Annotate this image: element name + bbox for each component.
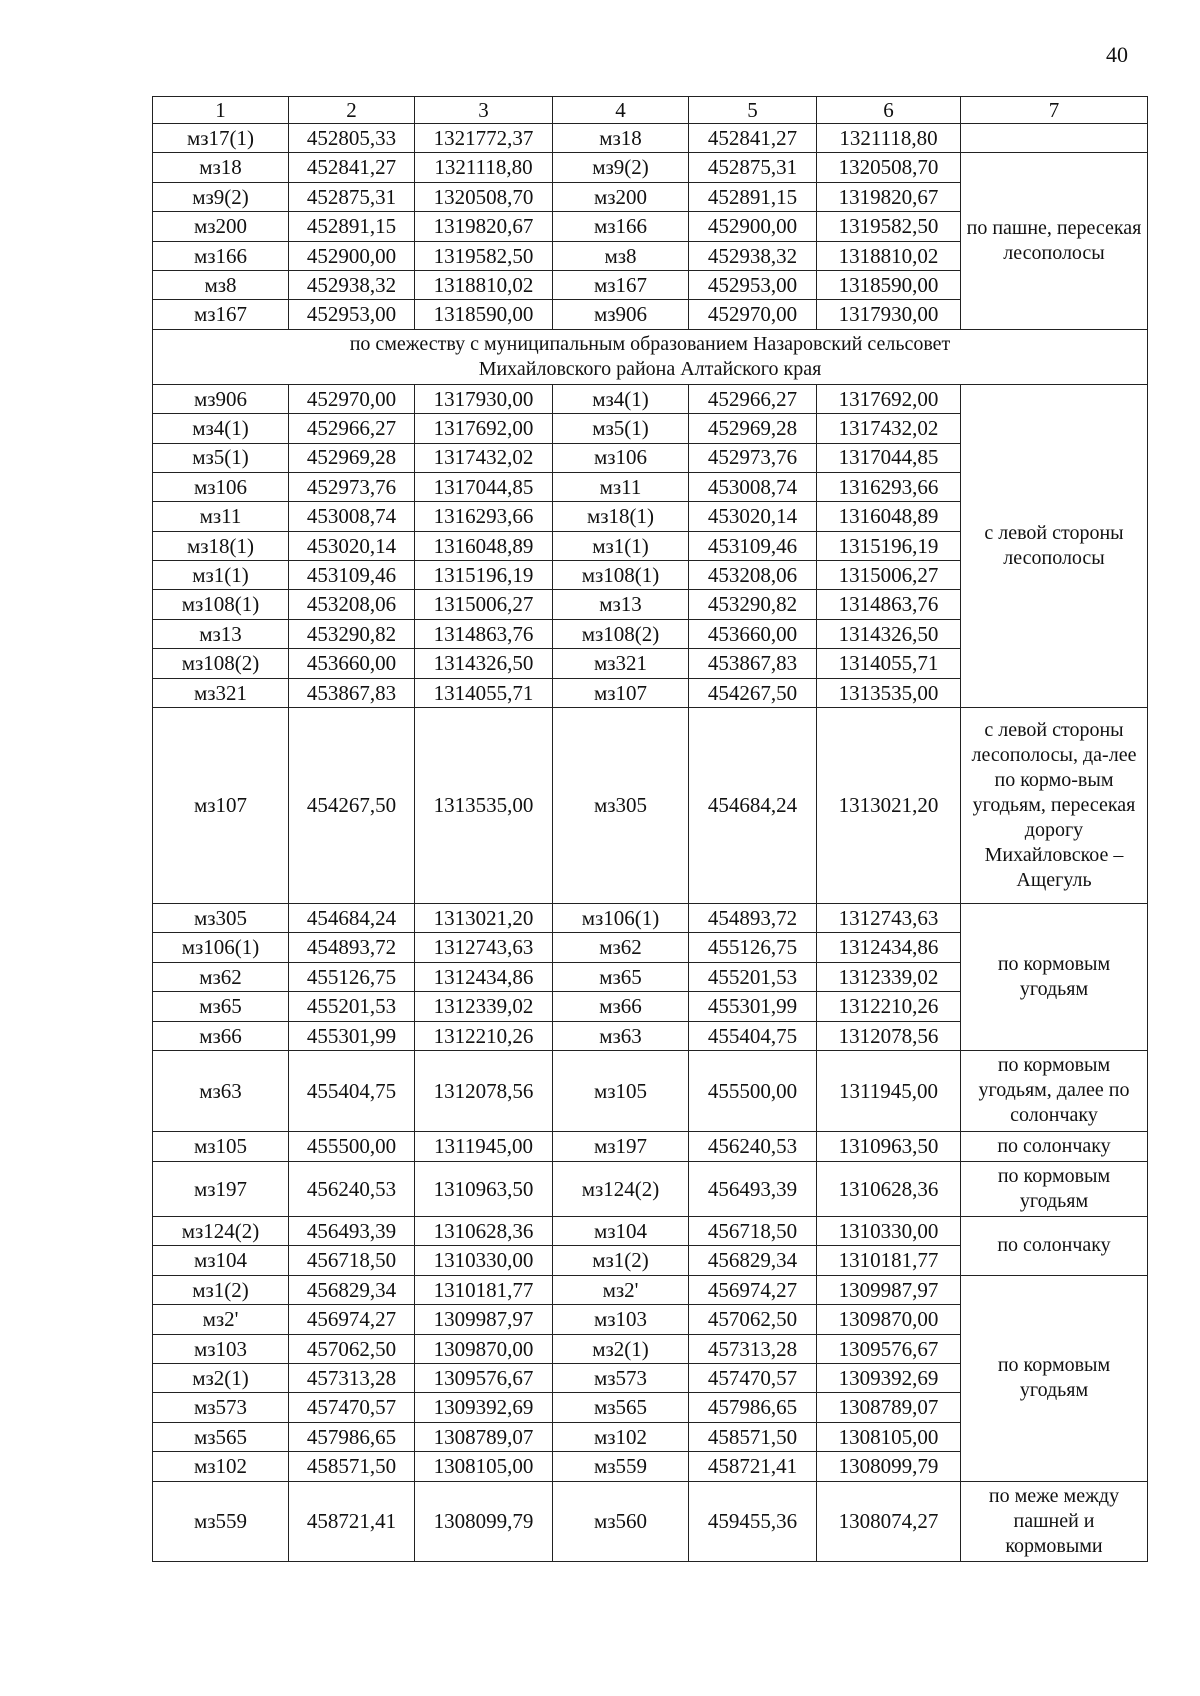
x-from-cell: 455301,99: [289, 1021, 415, 1050]
point-to-cell: мз167: [553, 270, 689, 299]
y-to-cell: 1308074,27: [817, 1481, 961, 1561]
x-to-cell: 454893,72: [689, 904, 817, 933]
y-from-cell: 1310330,00: [415, 1246, 553, 1275]
table-row: [153, 1216, 1148, 1245]
y-from-cell: 1315196,19: [415, 561, 553, 590]
y-to-cell: 1312339,02: [817, 962, 961, 991]
x-to-cell: 457986,65: [689, 1393, 817, 1422]
point-from-cell: мз5(1): [153, 443, 289, 472]
description-cell: с левой стороны лесополосы: [961, 384, 1148, 707]
boundary-coordinates-table: [152, 96, 1148, 1562]
point-from-cell: мз106: [153, 472, 289, 501]
x-to-cell: 452969,28: [689, 414, 817, 443]
point-to-cell: мз197: [553, 1131, 689, 1161]
y-to-cell: 1313535,00: [817, 678, 961, 707]
x-to-cell: 454684,24: [689, 708, 817, 904]
y-from-cell: 1310628,36: [415, 1216, 553, 1245]
point-to-cell: мз200: [553, 182, 689, 211]
y-to-cell: 1308105,00: [817, 1422, 961, 1451]
point-from-cell: мз906: [153, 384, 289, 413]
y-to-cell: 1312743,63: [817, 904, 961, 933]
point-from-cell: мз166: [153, 241, 289, 270]
point-to-cell: мз124(2): [553, 1161, 689, 1216]
x-from-cell: 458721,41: [289, 1481, 415, 1561]
table-row: [153, 1275, 1148, 1304]
x-from-cell: 455201,53: [289, 992, 415, 1021]
x-from-cell: 456718,50: [289, 1246, 415, 1275]
y-to-cell: 1315006,27: [817, 561, 961, 590]
x-to-cell: 452953,00: [689, 270, 817, 299]
x-from-cell: 452953,00: [289, 300, 415, 329]
description-cell: по кормовым угодьям, далее по солончаку: [961, 1050, 1148, 1131]
x-to-cell: 453290,82: [689, 590, 817, 619]
x-to-cell: 457062,50: [689, 1305, 817, 1334]
point-from-cell: мз167: [153, 300, 289, 329]
point-from-cell: мз197: [153, 1161, 289, 1216]
x-from-cell: 455500,00: [289, 1131, 415, 1161]
point-to-cell: мз305: [553, 708, 689, 904]
point-from-cell: мз321: [153, 678, 289, 707]
y-from-cell: 1312743,63: [415, 933, 553, 962]
y-to-cell: 1310181,77: [817, 1246, 961, 1275]
y-to-cell: 1315196,19: [817, 531, 961, 560]
y-to-cell: 1320508,70: [817, 153, 961, 182]
x-to-cell: 453208,06: [689, 561, 817, 590]
point-from-cell: мз124(2): [153, 1216, 289, 1245]
x-from-cell: 457470,57: [289, 1393, 415, 1422]
y-from-cell: 1317692,00: [415, 414, 553, 443]
description-cell: по кормовым угодьям: [961, 1161, 1148, 1216]
table-row: [153, 708, 1148, 904]
point-from-cell: мз65: [153, 992, 289, 1021]
y-from-cell: 1310963,50: [415, 1161, 553, 1216]
x-to-cell: 455301,99: [689, 992, 817, 1021]
x-from-cell: 452891,15: [289, 212, 415, 241]
x-from-cell: 457062,50: [289, 1334, 415, 1363]
point-to-cell: мз102: [553, 1422, 689, 1451]
y-from-cell: 1318590,00: [415, 300, 553, 329]
point-to-cell: мз18(1): [553, 502, 689, 531]
y-from-cell: 1308099,79: [415, 1481, 553, 1561]
point-to-cell: мз66: [553, 992, 689, 1021]
table-header-row: [153, 97, 1148, 124]
point-from-cell: мз1(2): [153, 1275, 289, 1304]
x-to-cell: 452970,00: [689, 300, 817, 329]
point-from-cell: мз66: [153, 1021, 289, 1050]
point-from-cell: мз573: [153, 1393, 289, 1422]
x-to-cell: 453020,14: [689, 502, 817, 531]
x-to-cell: 452900,00: [689, 212, 817, 241]
x-from-cell: 453109,46: [289, 561, 415, 590]
x-to-cell: 456829,34: [689, 1246, 817, 1275]
x-from-cell: 452938,32: [289, 270, 415, 299]
y-to-cell: 1316293,66: [817, 472, 961, 501]
point-from-cell: мз565: [153, 1422, 289, 1451]
table-row: [153, 1481, 1148, 1561]
y-to-cell: 1318810,02: [817, 241, 961, 270]
y-to-cell: 1316048,89: [817, 502, 961, 531]
y-to-cell: 1309870,00: [817, 1305, 961, 1334]
x-to-cell: 452891,15: [689, 182, 817, 211]
point-from-cell: мз1(1): [153, 561, 289, 590]
description-cell: по кормовым угодьям: [961, 1275, 1148, 1481]
y-from-cell: 1314326,50: [415, 649, 553, 678]
x-to-cell: 455500,00: [689, 1050, 817, 1131]
x-to-cell: 458571,50: [689, 1422, 817, 1451]
x-to-cell: 453109,46: [689, 531, 817, 560]
x-from-cell: 453008,74: [289, 502, 415, 531]
x-from-cell: 453867,83: [289, 678, 415, 707]
x-to-cell: 453008,74: [689, 472, 817, 501]
x-to-cell: 454267,50: [689, 678, 817, 707]
y-to-cell: 1310330,00: [817, 1216, 961, 1245]
y-to-cell: 1308099,79: [817, 1452, 961, 1481]
page-number: 40: [1106, 42, 1128, 67]
description-cell: [961, 124, 1148, 153]
x-from-cell: 454893,72: [289, 933, 415, 962]
column-header: 2: [289, 97, 415, 124]
y-to-cell: 1312210,26: [817, 992, 961, 1021]
point-to-cell: мз321: [553, 649, 689, 678]
point-from-cell: мз106(1): [153, 933, 289, 962]
point-from-cell: мз62: [153, 962, 289, 991]
x-to-cell: 457470,57: [689, 1363, 817, 1392]
table-row: [153, 153, 1148, 182]
y-to-cell: 1310963,50: [817, 1131, 961, 1161]
x-to-cell: 452875,31: [689, 153, 817, 182]
x-to-cell: 453660,00: [689, 619, 817, 648]
x-to-cell: 452841,27: [689, 124, 817, 153]
x-from-cell: 452973,76: [289, 472, 415, 501]
x-from-cell: 452841,27: [289, 153, 415, 182]
x-to-cell: 456240,53: [689, 1131, 817, 1161]
y-from-cell: 1309576,67: [415, 1363, 553, 1392]
x-from-cell: 456240,53: [289, 1161, 415, 1216]
table-row: [153, 1161, 1148, 1216]
y-from-cell: 1312078,56: [415, 1050, 553, 1131]
x-from-cell: 455126,75: [289, 962, 415, 991]
y-to-cell: 1317044,85: [817, 443, 961, 472]
point-to-cell: мз63: [553, 1021, 689, 1050]
y-to-cell: 1314326,50: [817, 619, 961, 648]
y-from-cell: 1313535,00: [415, 708, 553, 904]
point-to-cell: мз108(1): [553, 561, 689, 590]
point-to-cell: мз106(1): [553, 904, 689, 933]
y-from-cell: 1318810,02: [415, 270, 553, 299]
point-to-cell: мз107: [553, 678, 689, 707]
column-header: 1: [153, 97, 289, 124]
table-row: [153, 384, 1148, 413]
y-from-cell: 1309392,69: [415, 1393, 553, 1422]
point-to-cell: мз106: [553, 443, 689, 472]
point-to-cell: мз18: [553, 124, 689, 153]
y-from-cell: 1308789,07: [415, 1422, 553, 1451]
point-to-cell: мз1(1): [553, 531, 689, 560]
y-from-cell: 1317930,00: [415, 384, 553, 413]
description-cell: по солончаку: [961, 1216, 1148, 1275]
point-to-cell: мз8: [553, 241, 689, 270]
y-from-cell: 1314055,71: [415, 678, 553, 707]
point-to-cell: мз65: [553, 962, 689, 991]
table-row: [153, 124, 1148, 153]
y-to-cell: 1318590,00: [817, 270, 961, 299]
point-to-cell: мз103: [553, 1305, 689, 1334]
x-from-cell: 456493,39: [289, 1216, 415, 1245]
x-from-cell: 458571,50: [289, 1452, 415, 1481]
x-to-cell: 452973,76: [689, 443, 817, 472]
x-to-cell: 459455,36: [689, 1481, 817, 1561]
section-heading-line: по смежеству с муниципальным образованием Назаровский сельсовет: [349, 332, 951, 355]
x-to-cell: 455126,75: [689, 933, 817, 962]
y-to-cell: 1319820,67: [817, 182, 961, 211]
x-to-cell: 458721,41: [689, 1452, 817, 1481]
point-to-cell: мз13: [553, 590, 689, 619]
x-to-cell: 455201,53: [689, 962, 817, 991]
y-from-cell: 1312434,86: [415, 962, 553, 991]
description-cell: по меже между пашней и кормовыми: [961, 1481, 1148, 1561]
point-to-cell: мз108(2): [553, 619, 689, 648]
x-to-cell: 456718,50: [689, 1216, 817, 1245]
description-cell: с левой стороны лесополосы, да-лее по кормо-вым угодьям, пересекая дорогу Михайловское – Ащегуль: [961, 708, 1148, 904]
x-from-cell: 452970,00: [289, 384, 415, 413]
x-from-cell: 453020,14: [289, 531, 415, 560]
y-from-cell: 1319582,50: [415, 241, 553, 270]
description-cell: по солончаку: [961, 1131, 1148, 1161]
point-from-cell: мз18: [153, 153, 289, 182]
y-to-cell: 1314055,71: [817, 649, 961, 678]
y-from-cell: 1317044,85: [415, 472, 553, 501]
point-from-cell: мз11: [153, 502, 289, 531]
y-from-cell: 1316048,89: [415, 531, 553, 560]
y-to-cell: 1309392,69: [817, 1363, 961, 1392]
column-header: 4: [553, 97, 689, 124]
y-from-cell: 1314863,76: [415, 619, 553, 648]
x-to-cell: 452966,27: [689, 384, 817, 413]
y-from-cell: 1315006,27: [415, 590, 553, 619]
point-from-cell: мз107: [153, 708, 289, 904]
x-to-cell: 457313,28: [689, 1334, 817, 1363]
x-from-cell: 454684,24: [289, 904, 415, 933]
x-from-cell: 453660,00: [289, 649, 415, 678]
point-to-cell: мз11: [553, 472, 689, 501]
x-from-cell: 456829,34: [289, 1275, 415, 1304]
y-from-cell: 1320508,70: [415, 182, 553, 211]
y-from-cell: 1321772,37: [415, 124, 553, 153]
point-from-cell: мз102: [153, 1452, 289, 1481]
point-from-cell: мз559: [153, 1481, 289, 1561]
point-to-cell: мз573: [553, 1363, 689, 1392]
y-to-cell: 1319582,50: [817, 212, 961, 241]
point-from-cell: мз305: [153, 904, 289, 933]
y-from-cell: 1311945,00: [415, 1131, 553, 1161]
x-to-cell: 452938,32: [689, 241, 817, 270]
point-to-cell: мз4(1): [553, 384, 689, 413]
y-to-cell: 1309576,67: [817, 1334, 961, 1363]
point-from-cell: мз105: [153, 1131, 289, 1161]
x-from-cell: 457313,28: [289, 1363, 415, 1392]
point-to-cell: мз62: [553, 933, 689, 962]
y-from-cell: 1308105,00: [415, 1452, 553, 1481]
point-from-cell: мз2(1): [153, 1363, 289, 1392]
x-from-cell: 452875,31: [289, 182, 415, 211]
point-from-cell: мз13: [153, 619, 289, 648]
y-from-cell: 1309987,97: [415, 1305, 553, 1334]
x-from-cell: 452900,00: [289, 241, 415, 270]
section-row: [153, 329, 1148, 384]
point-from-cell: мз2': [153, 1305, 289, 1334]
point-from-cell: мз4(1): [153, 414, 289, 443]
y-from-cell: 1309870,00: [415, 1334, 553, 1363]
y-from-cell: 1312210,26: [415, 1021, 553, 1050]
point-from-cell: мз18(1): [153, 531, 289, 560]
point-to-cell: мз560: [553, 1481, 689, 1561]
table-row: [153, 1131, 1148, 1161]
point-to-cell: мз1(2): [553, 1246, 689, 1275]
y-to-cell: 1317692,00: [817, 384, 961, 413]
y-from-cell: 1312339,02: [415, 992, 553, 1021]
point-from-cell: мз108(2): [153, 649, 289, 678]
point-to-cell: мз105: [553, 1050, 689, 1131]
point-to-cell: мз104: [553, 1216, 689, 1245]
point-to-cell: мз2(1): [553, 1334, 689, 1363]
x-from-cell: 452966,27: [289, 414, 415, 443]
y-to-cell: 1313021,20: [817, 708, 961, 904]
column-header: 3: [415, 97, 553, 124]
description-cell: по кормовым угодьям: [961, 904, 1148, 1051]
point-from-cell: мз103: [153, 1334, 289, 1363]
y-to-cell: 1312078,56: [817, 1021, 961, 1050]
y-to-cell: 1314863,76: [817, 590, 961, 619]
point-from-cell: мз8: [153, 270, 289, 299]
y-to-cell: 1312434,86: [817, 933, 961, 962]
x-from-cell: 452969,28: [289, 443, 415, 472]
point-to-cell: мз565: [553, 1393, 689, 1422]
description-cell: по пашне, пересекая лесополосы: [961, 153, 1148, 329]
y-to-cell: 1317930,00: [817, 300, 961, 329]
point-from-cell: мз9(2): [153, 182, 289, 211]
x-to-cell: 455404,75: [689, 1021, 817, 1050]
x-from-cell: 454267,50: [289, 708, 415, 904]
y-to-cell: 1308789,07: [817, 1393, 961, 1422]
section-heading: [153, 329, 1148, 384]
point-from-cell: мз63: [153, 1050, 289, 1131]
y-to-cell: 1310628,36: [817, 1161, 961, 1216]
x-from-cell: 457986,65: [289, 1422, 415, 1451]
x-to-cell: 456974,27: [689, 1275, 817, 1304]
x-from-cell: 453208,06: [289, 590, 415, 619]
y-to-cell: 1309987,97: [817, 1275, 961, 1304]
y-from-cell: 1321118,80: [415, 153, 553, 182]
point-from-cell: мз200: [153, 212, 289, 241]
point-to-cell: мз9(2): [553, 153, 689, 182]
point-to-cell: мз906: [553, 300, 689, 329]
x-from-cell: 455404,75: [289, 1050, 415, 1131]
x-to-cell: 453867,83: [689, 649, 817, 678]
x-from-cell: 452805,33: [289, 124, 415, 153]
y-from-cell: 1319820,67: [415, 212, 553, 241]
y-to-cell: 1317432,02: [817, 414, 961, 443]
y-from-cell: 1313021,20: [415, 904, 553, 933]
x-from-cell: 456974,27: [289, 1305, 415, 1334]
y-from-cell: 1310181,77: [415, 1275, 553, 1304]
table-row: [153, 1050, 1148, 1131]
y-from-cell: 1317432,02: [415, 443, 553, 472]
section-heading-line: Михайловского района Алтайского края: [478, 357, 822, 380]
y-from-cell: 1316293,66: [415, 502, 553, 531]
point-from-cell: мз17(1): [153, 124, 289, 153]
point-to-cell: мз559: [553, 1452, 689, 1481]
y-to-cell: 1311945,00: [817, 1050, 961, 1131]
column-header: 5: [689, 97, 817, 124]
point-to-cell: мз166: [553, 212, 689, 241]
point-to-cell: мз5(1): [553, 414, 689, 443]
table-row: [153, 904, 1148, 933]
x-to-cell: 456493,39: [689, 1161, 817, 1216]
point-from-cell: мз104: [153, 1246, 289, 1275]
column-header: 6: [817, 97, 961, 124]
x-from-cell: 453290,82: [289, 619, 415, 648]
point-to-cell: мз2': [553, 1275, 689, 1304]
y-to-cell: 1321118,80: [817, 124, 961, 153]
point-from-cell: мз108(1): [153, 590, 289, 619]
column-header: 7: [961, 97, 1148, 124]
